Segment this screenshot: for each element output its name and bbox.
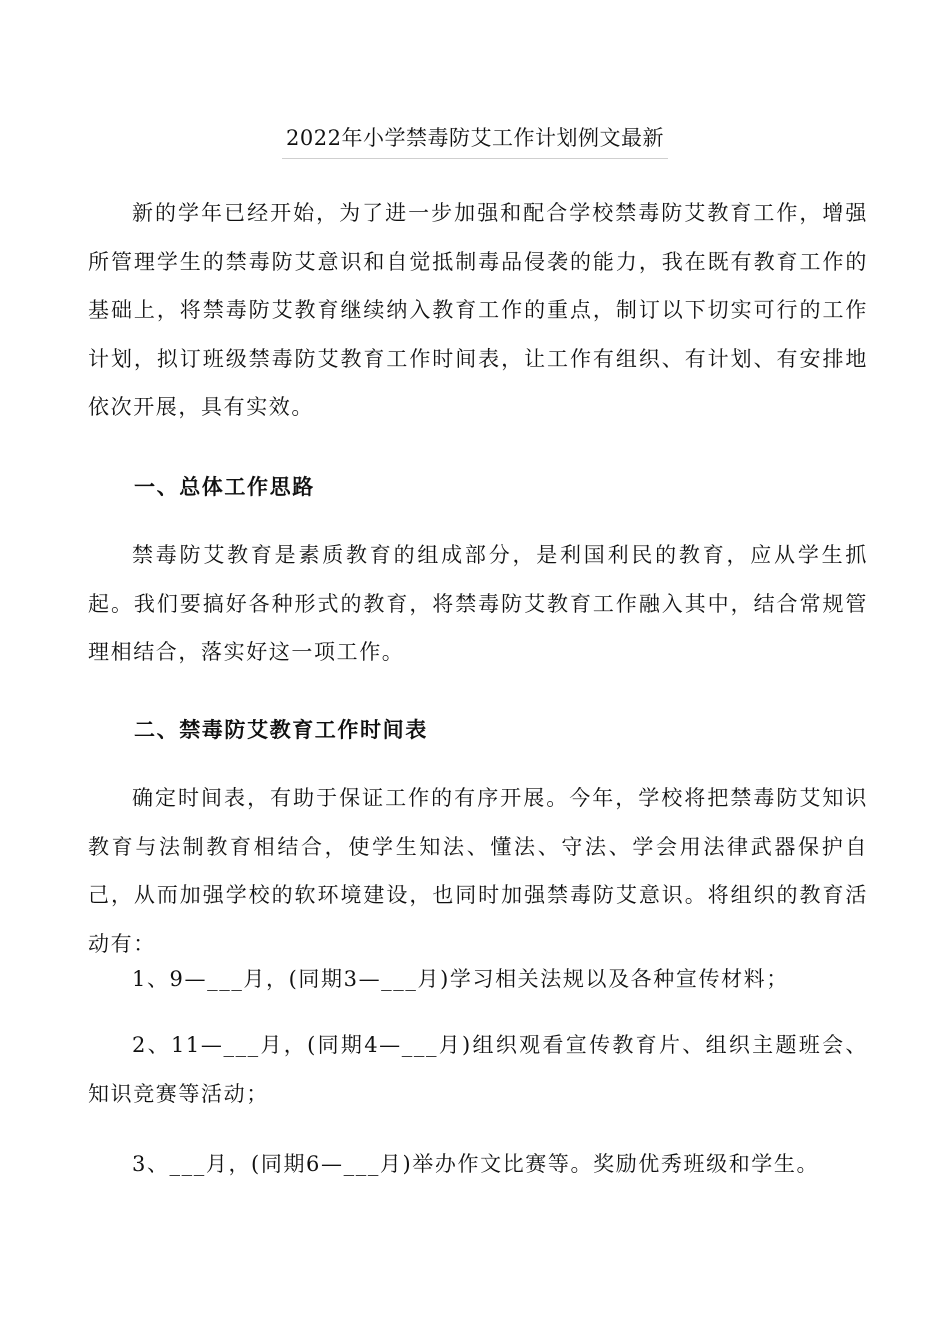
section-2-text: 确定时间表，有助于保证工作的有序开展。今年，学校将把禁毒防艾知识教育与法制教育相结合，使学生知法、懂法、守法、学会用法律武器保护自己，从而加强学校的软环境建设，也同时加强禁毒防艾意识。将组织的教育活动有： — [88, 786, 868, 956]
schedule-item-text: 2、11—___月，(同期4—___月)组织观看宣传教育片、组织主题班会、知识竞赛等活动； — [88, 1033, 868, 1106]
schedule-item-2 — [88, 1021, 868, 1118]
section-2-heading: 二、禁毒防艾教育工作时间表 — [134, 718, 428, 742]
schedule-item-text: 3、___月，(同期6—___月)举办作文比赛等。奖励优秀班级和学生。 — [132, 1152, 820, 1176]
document-title: 2022年小学禁毒防艾工作计划例文最新 — [282, 120, 668, 159]
intro-paragraph — [88, 189, 868, 432]
schedule-item-1 — [88, 955, 868, 1004]
schedule-item-text: 1、9—___月，(同期3—___月)学习相关法规以及各种宣传材料； — [132, 967, 789, 991]
section-1-paragraph — [88, 531, 868, 677]
section-1-heading: 一、总体工作思路 — [134, 475, 315, 499]
intro-text: 新的学年已经开始，为了进一步加强和配合学校禁毒防艾教育工作，增强所管理学生的禁毒防艾意识和自觉抵制毒品侵袭的能力，我在既有教育工作的基础上，将禁毒防艾教育继续纳入教育工作的重点，制订以下切实可行的工作计划，拟订班级禁毒防艾教育工作时间表，让工作有组织、有计划、有安排地依次开展，具有实效。 — [88, 201, 868, 419]
title-container — [0, 120, 950, 159]
section-2-paragraph — [88, 774, 868, 968]
section-1-text: 禁毒防艾教育是素质教育的组成部分，是利国利民的教育，应从学生抓起。我们要搞好各种形式的教育，将禁毒防艾教育工作融入其中，结合常规管理相结合，落实好这一项工作。 — [88, 543, 868, 664]
schedule-item-3 — [88, 1140, 868, 1189]
